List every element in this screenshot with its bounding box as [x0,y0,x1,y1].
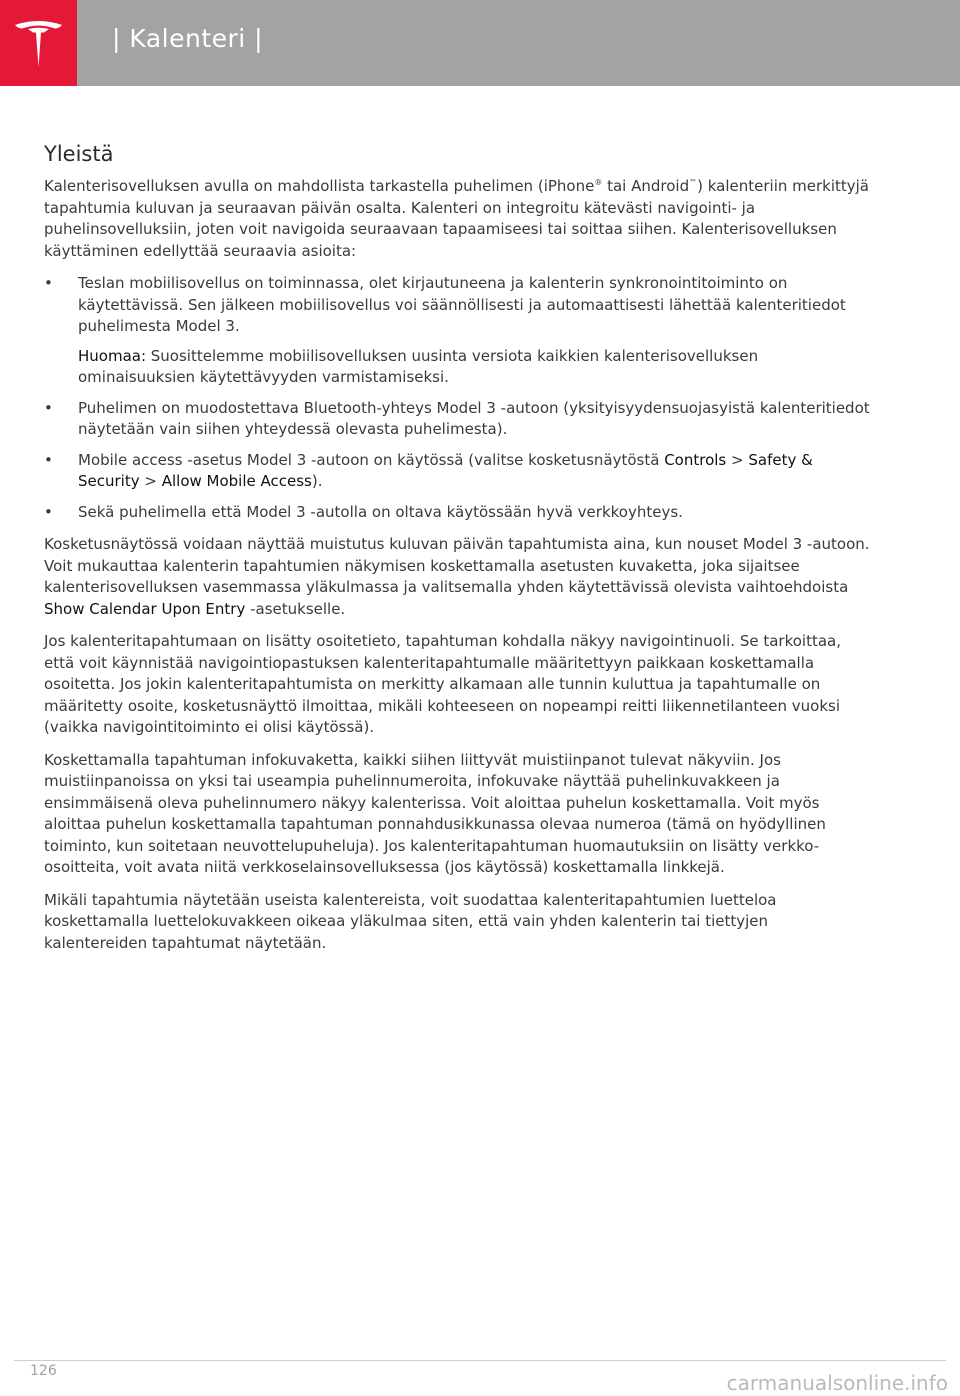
bullet-icon: • [44,502,53,521]
intro-text-2: tai Android [602,177,690,195]
section-title: | Kalenteri | [112,24,264,53]
bullet-icon: • [44,274,53,292]
info-paragraph: Koskettamalla tapahtuman infokuvaketta, kaikki siihen liittyvät muistiinpanot tulevat näkyviin. Jos muistiinpanoissa on yksi tai useampia puhelinnumeroita, infokuvake näyttää puhelinkuvakkeen ja ensimmäisenä oleva puhelinnumero näkyy kalenterissa. Voit aloittaa puhelun koskettamalla. Voit myös aloittaa puhelun koskettamalla tapahtuman ponnahdusikkunassa olevaa numeroa (tämä on hyödyllinen toiminto, kun soitetaan neuvottelupuheluja). Jos kalenteritapahtuman huomautuksiin on lisätty verkko-osoitteita, voit avata niitä verkkoselainsovelluksessa (jos käytössä) koskettamalla linkkejä. [44,750,826,876]
list-item [44,273,874,389]
bullet-icon: • [44,398,53,417]
page-number: 126 [30,1363,57,1379]
address-paragraph: Jos kalenteritapahtumaan on lisätty osoitetieto, tapahtuman kohdalla näkyy navigointinuoli. Se tarkoittaa, että voit käynnistää navigointiopastuksen kalenteritapahtumalle määritettyyn paikkaan koskettamalla osoitetta. Jos jokin kalenteritapahtumista on merkitty alkamaan alle tunnin kuluttua ja tapahtumalle on määritetty osoite, kosketusnäyttö ilmoittaa, mikäli kohteeseen on nopeampi reitti liikennetilanteen vuoksi (vaikka navigointitoiminto ei olisi käytössä). [44,632,841,736]
trademark-mark: ™ [689,178,698,187]
requirements-list [44,273,874,523]
list-item-text: Puhelimen on muodostettava Bluetooth-yhteys Model 3 -autoon (yksityisyydensuojasyistä kalenteritiedot näytetään vain siihen yhteydessä olevasta puhelimesta). [78,398,870,438]
note [78,346,874,389]
footer-divider [14,1360,946,1361]
intro-text-1: Kalenterisovelluksen avulla on mahdollista tarkastella puhelimen (iPhone [44,177,595,195]
paragraph-text-end: -asetukselle. [245,599,346,618]
list-item [44,502,874,524]
ui-label-safety-security: Safety & Security [78,450,813,490]
reminder-paragraph [44,534,874,620]
page-content [44,142,874,965]
header-bar [0,0,960,86]
intro-text-3: ) kalenteriin merkittyjä tapahtumia kuluvan ja seuraavan päivän osalta. Kalenteri on integroitu kätevästi navigointi- ja puhelinsovelluksiin, joten voit navigoida seuraavaan tapaamiseesi tai soittaa siihen. Kalenterisovelluksen käyttäminen edellyttää seuraavia asioita: [44,177,869,260]
separator: > [139,472,162,490]
list-item-text: Teslan mobiilisovellus on toiminnassa, olet kirjautuneena ja kalenterin synkronointitoiminto on käytettävissä. Sen jälkeen mobiilisovellus voi säännöllisesti ja automaattisesti lähettää kalenteritiedot puhelimesta Model 3. [78,274,846,335]
tesla-logo-icon [14,16,63,68]
list-item-text: Mobile access -asetus Model 3 -autoon on käytössä (valitse kosketusnäytöstä [78,450,665,469]
bullet-icon: • [44,450,53,469]
tesla-logo [0,0,77,86]
list-item [44,398,874,441]
list-item-text-end: ). [311,472,323,490]
paragraph-text: Kosketusnäytössä voidaan näyttää muistutus kuluvan päivän tapahtumista aina, kun nouset Model 3 -autoon. Voit mukauttaa kalenterin tapahtumien näkymisen koskettamalla asetusten kuvaketta, joka sijaitsee kalenterisovelluksen vasemmassa yläkulmassa ja valitsemalla yhden käytettävissä olevista vaihtoehdoista [44,535,870,596]
registered-mark: ® [594,178,603,187]
note-text: Suosittelemme mobiilisovelluksen uusinta versiota kaikkien kalenterisovelluksen ominaisuuksien käytettävyyden varmistamiseksi. [78,346,759,386]
filter-paragraph: Mikäli tapahtumia näytetään useista kalentereista, voit suodattaa kalenteritapahtumien luetteloa koskettamalla luettelokuvakkeen oikeaa yläkulmaa siten, että vain yhden kalenterin tai tiettyjen kalentereiden tapahtumat näytetään. [44,890,777,952]
list-item [44,450,874,493]
ui-label-allow-mobile-access: Allow Mobile Access [161,472,312,490]
section-heading: Yleistä [44,142,114,166]
note-label: Huomaa: [78,346,147,365]
ui-label-controls: Controls [664,450,727,469]
separator: > [726,450,749,469]
watermark: carmanualsonline.info [726,1371,948,1395]
intro-paragraph [44,176,874,262]
ui-label-show-calendar: Show Calendar Upon Entry [44,599,246,618]
list-item-text: Sekä puhelimella että Model 3 -autolla on oltava käytössään hyvä verkkoyhteys. [78,502,683,521]
